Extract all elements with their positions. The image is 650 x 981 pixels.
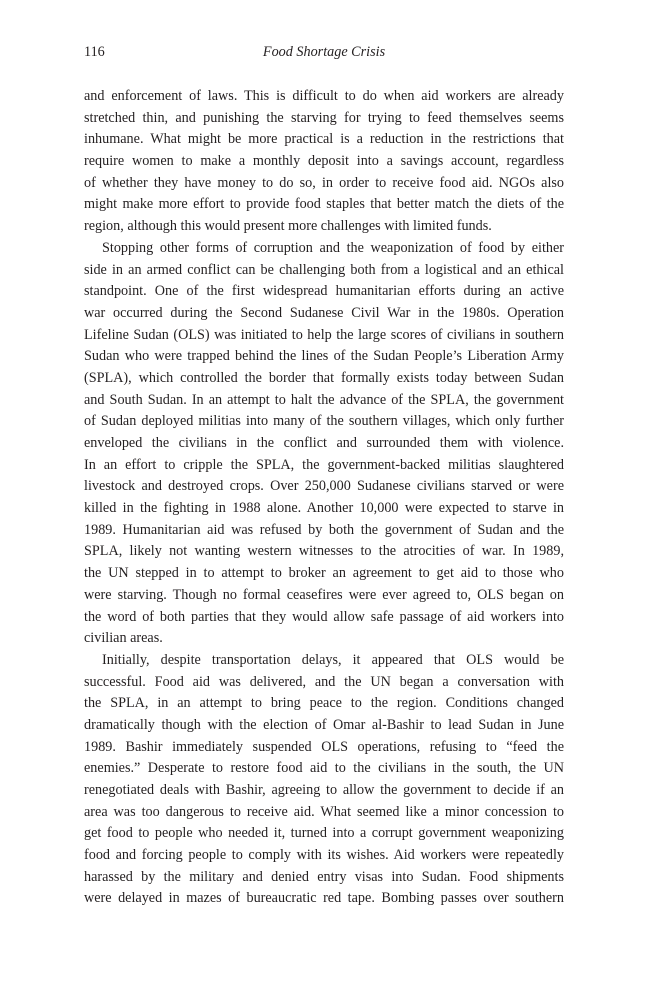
text-line: Sudan who were trapped behind the lines of the Sudan People’s Liberation Army: [84, 348, 564, 365]
text-line: war occurred during the Second Sudanese Civil War in the 1980s. Operation: [84, 304, 564, 321]
text-line: killed in the fighting in 1988 alone. Another 10,000 were expected to starve in: [84, 500, 564, 517]
text-line: the word of both parties that they would allow safe passage of aid workers into: [84, 608, 564, 625]
text-line: were starving. Though no formal ceasefires were ever agreed to, OLS began on: [84, 586, 564, 603]
text-line: and South Sudan. In an attempt to halt the advance of the SPLA, the government: [84, 391, 564, 408]
text-line: enemies.” Desperate to restore food aid to the civilians in the south, the UN: [84, 760, 564, 777]
text-line: the UN stepped in to attempt to broker an agreement to get aid to those who: [84, 565, 564, 582]
text-line: might make more effort to provide food staples that better match the diets of the: [84, 196, 564, 213]
text-line: Lifeline Sudan (OLS) was initiated to help the large scores of civilians in southern: [84, 326, 564, 343]
text-line: standpoint. One of the first widespread humanitarian efforts during an active: [84, 283, 564, 300]
running-head: [84, 41, 564, 63]
page-number: 116: [84, 44, 105, 60]
text-line: civilian areas.: [84, 630, 163, 647]
body-text: [84, 86, 564, 910]
text-line: the SPLA, in an attempt to bring peace to the region. Conditions changed: [84, 695, 564, 712]
text-line: livestock and destroyed crops. Over 250,000 Sudanese civilians starved or were: [84, 478, 564, 495]
text-line: dramatically though with the election of Omar al-Bashir to lead Sudan in June: [84, 716, 564, 733]
running-title: Food Shortage Crisis: [262, 44, 386, 60]
text-line: region, although this would present more challenges with limited funds.: [84, 218, 492, 235]
paragraph: [84, 86, 564, 238]
text-line: Stopping other forms of corruption and the weaponization of food by either: [102, 239, 564, 256]
text-line: 1989. Humanitarian aid was refused by both the government of Sudan and the: [84, 521, 564, 538]
text-line: renegotiated deals with Bashir, agreeing to allow the government to decide if an: [84, 782, 564, 798]
text-line: stretched thin, and punishing the starving for trying to feed themselves seems: [84, 109, 564, 126]
text-line: of Sudan deployed militias into many of the southern villages, which only further: [84, 413, 564, 430]
text-line: In an effort to cripple the SPLA, the government-backed militias slaughtered: [84, 456, 564, 473]
paragraph: [84, 650, 564, 910]
text-line: inhumane. What might be more practical is a reduction in the restrictions that: [84, 131, 564, 148]
text-line: Initially, despite transportation delays, it appeared that OLS would be: [102, 651, 564, 668]
paragraph: [84, 238, 564, 650]
text-line: were delayed in mazes of bureaucratic red tape. Bombing passes over southern: [84, 890, 564, 907]
text-line: harassed by the military and denied entry visas into Sudan. Food shipments: [84, 868, 564, 885]
text-line: enveloped the civilians in the conflict and surrounded them with violence.: [84, 435, 564, 451]
text-line: food and forcing people to comply with its wishes. Aid workers were repeatedly: [84, 847, 564, 864]
text-line: require women to make a monthly deposit into a savings account, regardless: [84, 153, 564, 170]
text-line: side in an armed conflict can be challenging both from a logistical and an ethical: [84, 261, 564, 278]
text-line: SPLA, likely not wanting western witnesses to the atrocities of war. In 1989,: [84, 543, 564, 560]
text-line: (SPLA), which controlled the border that formally exists today between Sudan: [84, 369, 564, 386]
text-line: and enforcement of laws. This is difficult to do when aid workers are already: [84, 88, 564, 104]
text-line: get food to people who needed it, turned into a corrupt government weaponizing: [84, 825, 564, 842]
text-line: of whether they have money to do so, in order to receive food aid. NGOs also: [84, 174, 564, 191]
text-line: area was too dangerous to receive aid. What seemed like a minor concession to: [84, 803, 564, 820]
text-line: 1989. Bashir immediately suspended OLS operations, refusing to “feed the: [84, 738, 564, 755]
text-line: successful. Food aid was delivered, and the UN began a conversation with: [84, 673, 564, 690]
